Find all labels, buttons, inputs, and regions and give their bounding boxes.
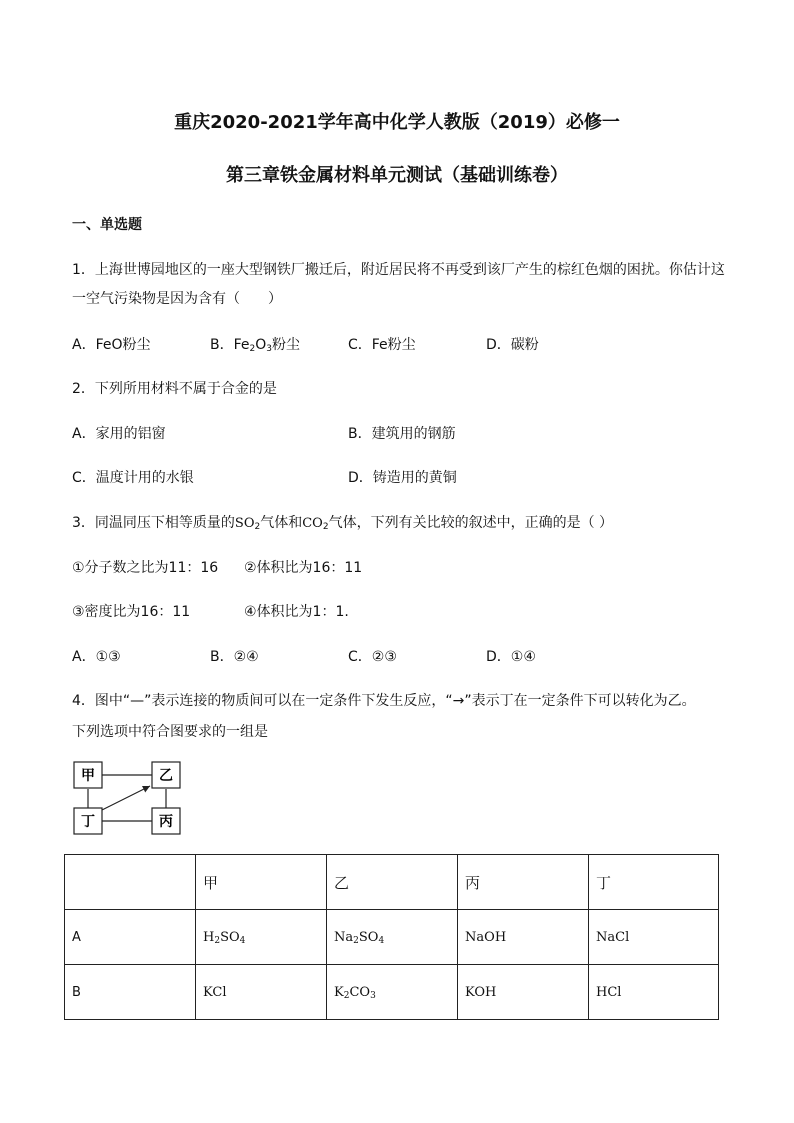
- q3-stem: 3．同温同压下相等质量的$SO_2$气体和$CO_2$气体，下列有关比较的叙述中，正确的是（ ）: [72, 515, 614, 532]
- q3-option-b: B．②④: [210, 649, 259, 665]
- q3-option-c: C．②③: [348, 649, 397, 665]
- table-cell: KCl: [196, 965, 327, 1020]
- table-header-cell: 丙: [458, 855, 589, 910]
- table-header-cell: 乙: [327, 855, 458, 910]
- q3-statement-3: ③密度比为16：11: [72, 604, 191, 620]
- table-cell: A: [65, 910, 196, 965]
- q2-option-c: C．温度计用的水银: [72, 470, 194, 486]
- label-bing: 丙: [159, 814, 173, 830]
- q3-statement-2: ②体积比为16：11: [244, 560, 363, 576]
- q3-option-a: A．①③: [72, 649, 121, 665]
- table-header-cell: 丁: [589, 855, 719, 910]
- q2-option-b: B．建筑用的钢筋: [348, 426, 456, 442]
- table-cell: $H_2SO_4$: [196, 910, 327, 965]
- table-row: [65, 965, 719, 1020]
- label-ding: 丁: [81, 814, 95, 830]
- q4-stem-line-1: 4．图中“—”表示连接的物质间可以在一定条件下发生反应，“→”表示丁在一定条件下可以转化为乙。: [72, 693, 696, 709]
- table-header-cell: [65, 855, 196, 910]
- title-line-2: 第三章铁金属材料单元测试（基础训练卷）: [226, 165, 568, 186]
- table-row: [65, 910, 719, 965]
- q3-option-d: D．①④: [486, 649, 536, 665]
- table-cell: KOH: [458, 965, 589, 1020]
- table-cell: $Na_2SO_4$: [327, 910, 458, 965]
- q3-statement-4: ④体积比为1：1.: [244, 604, 349, 620]
- title-line-1: 重庆2020-2021学年高中化学人教版（2019）必修一: [174, 112, 620, 133]
- label-jia: 甲: [81, 768, 95, 784]
- q2-option-a: A．家用的铝窗: [72, 426, 166, 442]
- q1-stem-line-1: 1．上海世博园地区的一座大型钢铁厂搬迁后，附近居民将不再受到该厂产生的棕红色烟的困扰。你估计这: [72, 262, 725, 278]
- section-heading: 一、单选题: [72, 217, 142, 233]
- table-cell: B: [65, 965, 196, 1020]
- table-cell: NaCl: [589, 910, 719, 965]
- q1-option-a: A．FeO粉尘: [72, 337, 151, 353]
- reaction-diagram: [70, 758, 188, 836]
- q3-statement-1: ①分子数之比为11：16: [72, 560, 219, 576]
- q1-option-d: D．碳粉: [486, 337, 539, 353]
- arrow-ding-to-yi: [100, 786, 150, 811]
- table-header-cell: 甲: [196, 855, 327, 910]
- table-cell: $K_2CO_3$: [327, 965, 458, 1020]
- table-cell: NaOH: [458, 910, 589, 965]
- options-table: [64, 854, 719, 1020]
- table-cell: HCl: [589, 965, 719, 1020]
- q1-option-c: C．Fe粉尘: [348, 337, 416, 353]
- q2-option-d: D．铸造用的黄铜: [348, 470, 457, 486]
- q2-stem: 2．下列所用材料不属于合金的是: [72, 381, 277, 397]
- label-yi: 乙: [159, 768, 173, 784]
- q1-stem-line-2: 一空气污染物是因为含有（ ）: [72, 291, 282, 307]
- q4-stem-line-2: 下列选项中符合图要求的一组是: [72, 724, 268, 740]
- q1-option-b: B．$Fe_2O_3$粉尘: [210, 337, 301, 354]
- table-header-row: [65, 855, 719, 910]
